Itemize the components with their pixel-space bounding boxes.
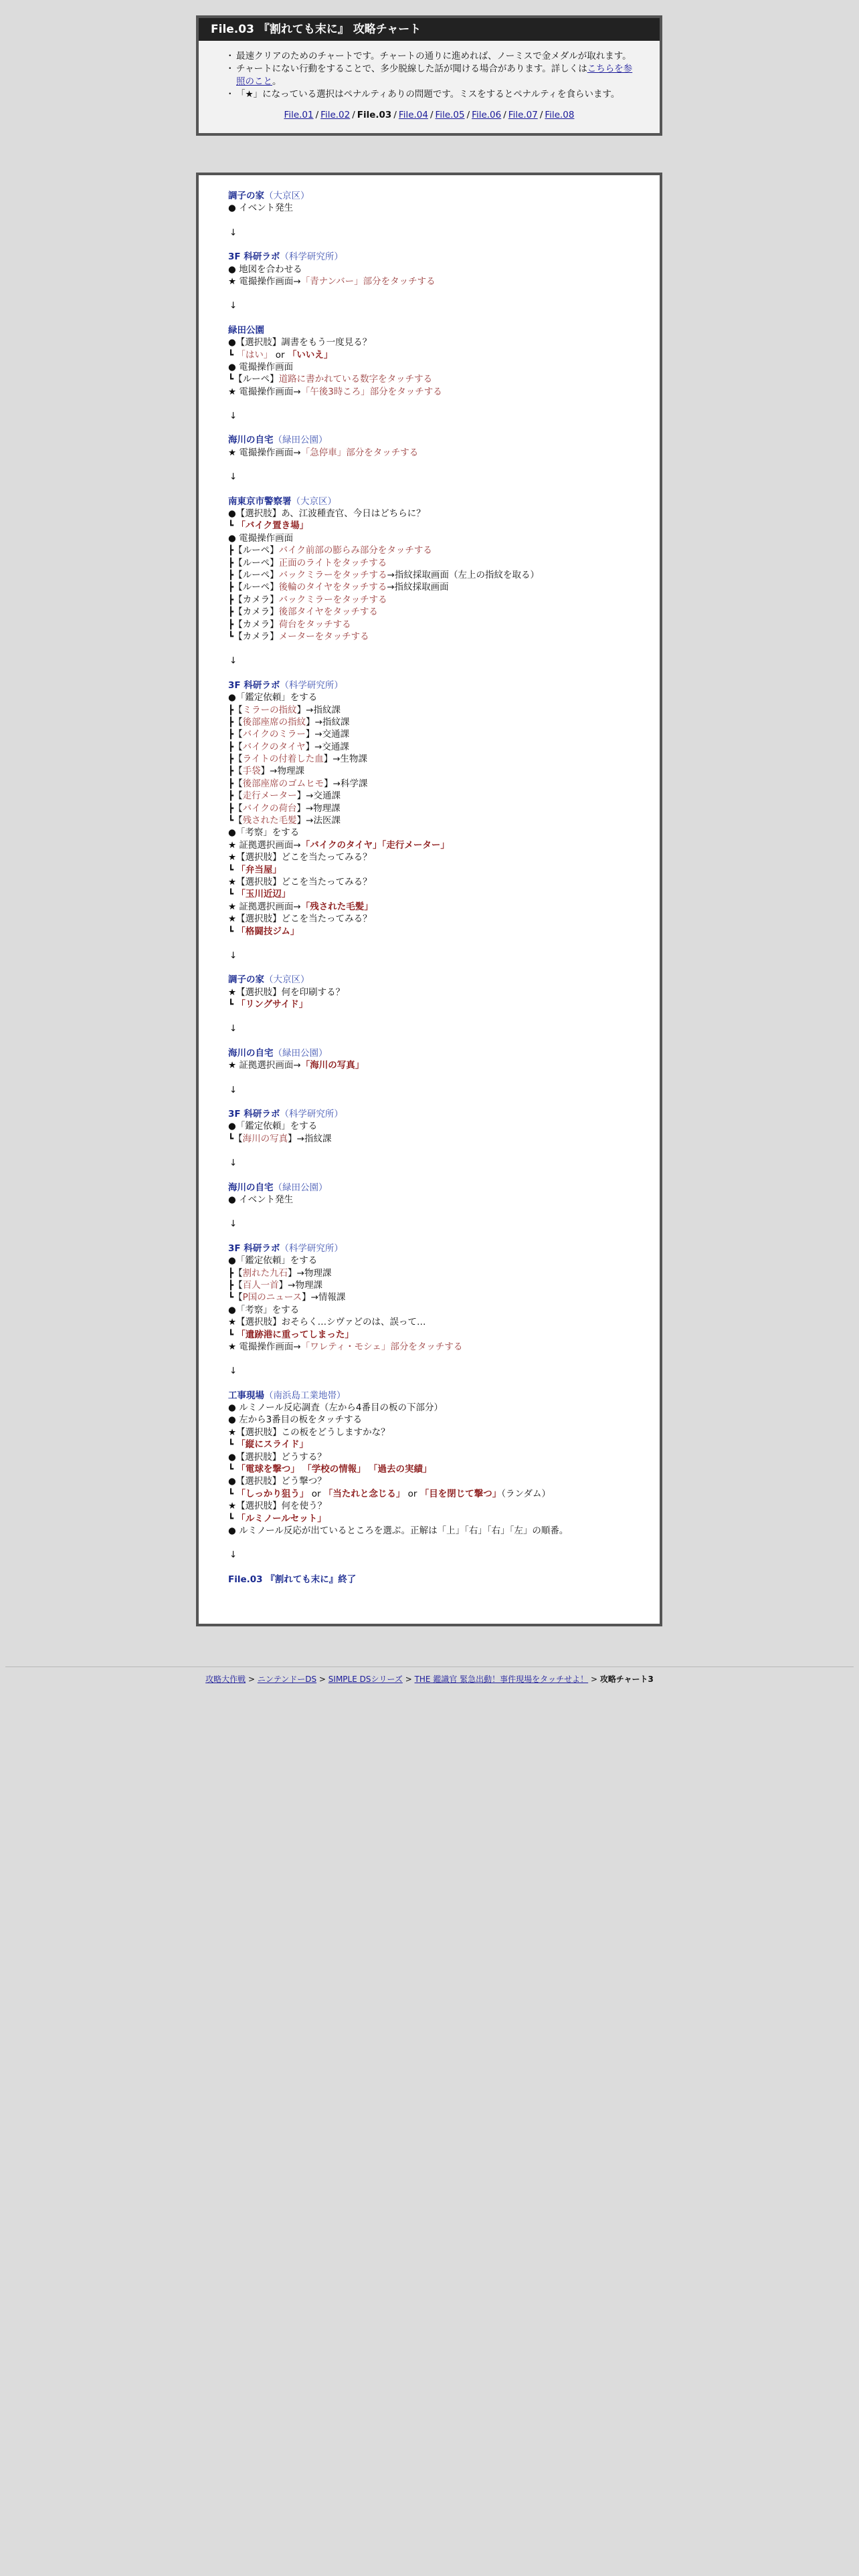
chart-step	[228, 349, 660, 361]
step-text: ●【選択肢】どう撃つ？	[228, 1476, 326, 1487]
action-target: 後輪のタイヤをタッチする	[278, 582, 387, 593]
chart-step	[228, 876, 660, 888]
step-text: ┗【	[228, 815, 243, 827]
section-heading	[228, 1390, 660, 1402]
step-text: ┣【	[228, 1279, 243, 1291]
action-target: 「青ナンバー」部分をタッチする	[300, 276, 436, 287]
location-name: 南東京市警察署	[228, 496, 292, 507]
down-arrow: ↓	[229, 950, 237, 961]
location-name: 調子の家	[228, 974, 264, 986]
chart-step	[228, 1488, 660, 1500]
step-text: ┣【	[228, 778, 243, 789]
chart-section	[228, 974, 660, 1010]
chart-step	[228, 1304, 660, 1316]
chart-step	[228, 1402, 660, 1414]
walkthrough-chart-box	[196, 173, 662, 1626]
chart-header-box	[196, 15, 662, 136]
chart-step	[228, 447, 660, 459]
chart-step	[228, 926, 660, 938]
step-text: 】→物理課	[288, 1267, 332, 1279]
file-link[interactable]: File.02	[320, 110, 351, 120]
file-link[interactable]: File.05	[435, 110, 465, 120]
intro-note	[225, 88, 640, 101]
action-target: 手袋	[242, 766, 261, 777]
step-text: ┣【	[228, 1267, 243, 1279]
action-target: ミラーの指紋	[242, 704, 297, 716]
step-text: ★ 証拠選択画面→	[228, 839, 301, 851]
chart-step	[228, 1525, 660, 1537]
chart-step	[228, 1475, 660, 1487]
action-target: 「ワレティ・モシェ」部分をタッチする	[300, 1341, 463, 1352]
down-arrow: ↓	[229, 1549, 237, 1561]
step-text: ● ルミノール反応調査（左から4番目の板の下部分）	[228, 1402, 443, 1414]
answer-choice: 「目を閉じて撃つ」	[419, 1488, 502, 1499]
down-arrow: ↓	[229, 1084, 237, 1095]
chart-step	[228, 839, 660, 851]
step-text: or	[308, 1488, 324, 1499]
step-text: ┗	[228, 999, 237, 1010]
step-text: 】→生物課	[323, 754, 368, 765]
breadcrumb-separator: >	[316, 1675, 328, 1684]
chart-step	[228, 532, 660, 544]
step-text: ★【選択肢】何を使う？	[228, 1501, 327, 1512]
action-target: バイクの荷台	[242, 802, 297, 814]
step-text: 】→物理課	[296, 802, 341, 814]
action-target: 荷台をタッチする	[278, 619, 351, 630]
chart-step	[228, 631, 660, 643]
step-text: ┗	[228, 520, 237, 532]
down-arrow: ↓	[229, 227, 237, 238]
chart-step	[228, 778, 660, 790]
section-heading	[228, 324, 660, 336]
step-text: ★ 電撮操作画面→	[228, 276, 301, 287]
intro-note-text: 最速クリアのためのチャートです。チャートの通りに進めれば、ノーミスで金メダルが取れます。	[236, 51, 632, 62]
chart-step	[228, 802, 660, 815]
step-text: ┗	[228, 864, 237, 875]
answer-choice: 「しっかり狙う」	[236, 1488, 309, 1499]
section-heading	[228, 679, 660, 691]
down-arrow: ↓	[229, 1158, 237, 1169]
chart-step	[228, 263, 660, 276]
location-area: （大京区）	[291, 496, 337, 507]
location-name: 海川の自宅	[228, 1182, 274, 1193]
step-text: ●「考察」をする	[228, 827, 300, 839]
answer-choice: 「海川の写真」	[300, 1060, 365, 1071]
step-text: ★【選択肢】どこを当たってみる？	[228, 852, 372, 863]
file-link-separator: /	[315, 110, 319, 120]
section-heading	[228, 1108, 660, 1120]
file-link-separator: /	[430, 110, 434, 120]
location-area: （緑田公園）	[273, 435, 328, 446]
intro-note-text: チャートにない行動をすることで、多少脱線した話が聞ける場合があります。詳しくは	[236, 64, 587, 74]
step-text: ●「考察」をする	[228, 1304, 300, 1315]
action-target: 後部座席の指紋	[242, 716, 306, 728]
chart-step	[228, 508, 660, 520]
answer-choice: 「残された毛髪」	[300, 901, 373, 912]
location-area: （南浜島工業地帯）	[264, 1390, 346, 1401]
step-text: ●【選択肢】あ、江波種査官、今日はどちらに？	[228, 508, 425, 520]
step-text: →指紋採取画面	[387, 582, 449, 593]
location-area: （緑田公園）	[273, 1047, 328, 1059]
step-text: （ランダム）	[501, 1488, 551, 1499]
step-text: ●「鑑定依頼」をする	[228, 1255, 318, 1267]
down-arrow: ↓	[229, 1023, 237, 1035]
chart-step	[228, 202, 660, 214]
location-name: 3F 科研ラボ	[228, 1243, 280, 1254]
step-text: 】→交通課	[305, 729, 350, 740]
chart-step	[228, 1267, 660, 1279]
step-text: ●「鑑定依頼」をする	[228, 1121, 318, 1132]
walkthrough-chart	[199, 175, 660, 1586]
file-link-separator: /	[393, 110, 397, 120]
action-target: 「午後3時ころ」部分をタッチする	[300, 386, 442, 397]
intro-notes	[199, 50, 660, 101]
location-name: 3F 科研ラボ	[228, 251, 280, 263]
down-arrow: ↓	[229, 1218, 237, 1230]
location-area: （大京区）	[264, 191, 310, 201]
location-area: （科学研究所）	[280, 1243, 343, 1254]
action-target: 「はい」	[236, 349, 273, 360]
answer-choice: 「いいえ」	[287, 349, 333, 360]
chart-step	[228, 1133, 660, 1145]
chart-section	[228, 1390, 660, 1537]
section-heading	[228, 974, 660, 986]
page-title: File.03 『割れても末に』 攻略チャート	[199, 18, 660, 41]
down-arrow: ↓	[229, 471, 237, 483]
chart-step	[228, 373, 660, 385]
action-target: 道路に書かれている数字をタッチする	[278, 374, 433, 385]
step-text: ★【選択肢】どこを当たってみる？	[228, 914, 372, 925]
chart-step	[228, 1463, 660, 1475]
chart-step	[228, 728, 660, 740]
action-target: 海川の写真	[242, 1133, 288, 1144]
chart-step	[228, 815, 660, 827]
step-text: ┣【	[228, 802, 243, 814]
file-navigation	[199, 109, 660, 122]
step-text: ● 地図を合わせる	[228, 263, 302, 275]
answer-choice: 「ルミノールセット」	[236, 1513, 326, 1524]
chart-step	[228, 569, 660, 581]
section-heading	[228, 1243, 660, 1255]
chart-step	[228, 606, 660, 618]
answer-choice: 「学校の情報」	[302, 1464, 366, 1475]
down-arrow: ↓	[229, 655, 237, 667]
breadcrumb-link[interactable]: 攻略大作戦	[205, 1675, 246, 1684]
step-text: 】→交通課	[296, 790, 341, 802]
chart-step	[228, 851, 660, 863]
step-text: ┣【	[228, 716, 243, 728]
section-heading	[228, 1182, 660, 1194]
step-text: ┣【カメラ】	[228, 619, 279, 630]
chart-step	[228, 1291, 660, 1303]
answer-choice: 「遺跡港に重ってしまった」	[236, 1329, 354, 1340]
answer-choice: 「バイク置き場」	[236, 520, 309, 532]
chart-section	[228, 1243, 660, 1354]
chart-step	[228, 765, 660, 777]
step-text: →指紋採取画面（左上の指紋を取る）	[387, 569, 539, 580]
step-text: ┗【	[228, 1133, 243, 1144]
step-text: ┣【	[228, 729, 243, 740]
chart-step	[228, 1341, 660, 1353]
answer-choice: 「縦にスライド」	[236, 1439, 309, 1451]
answer-choice: 「格闘技ジム」	[236, 926, 300, 937]
chart-step	[228, 1426, 660, 1438]
breadcrumb-separator: >	[402, 1675, 415, 1684]
chart-step	[228, 986, 660, 998]
chart-section	[228, 324, 660, 398]
step-text: ●「鑑定依頼」をする	[228, 692, 318, 704]
chart-step	[228, 913, 660, 925]
step-text: ┗	[228, 1329, 237, 1340]
step-text: ● ルミノール反応が出ているところを選ぶ。正解は「上」「右」「右」「左」の順番。	[228, 1525, 569, 1536]
action-target: 正面のライトをタッチする	[278, 557, 387, 568]
step-text: ●【選択肢】調書をもう一度見る？	[228, 337, 372, 348]
chart-step	[228, 361, 660, 373]
chart-step	[228, 557, 660, 569]
chart-step	[228, 619, 660, 631]
action-target: 後部タイヤをタッチする	[278, 607, 378, 618]
intro-note	[225, 63, 640, 88]
step-text: 】→情報課	[302, 1292, 346, 1303]
step-text: ┗	[228, 1488, 237, 1499]
section-heading	[228, 496, 660, 508]
answer-choice: 「弁当屋」	[236, 864, 282, 875]
step-text: ★【選択肢】何を印刷する？	[228, 986, 345, 998]
section-heading	[228, 434, 660, 446]
chart-step	[228, 1329, 660, 1341]
breadcrumb-separator: >	[588, 1675, 600, 1684]
chart-step	[228, 336, 660, 348]
chart-section	[228, 190, 660, 215]
step-text: ★【選択肢】どこを当たってみる？	[228, 876, 372, 887]
location-area: （科学研究所）	[280, 679, 343, 691]
action-target: バイク前部の膨らみ部分をタッチする	[278, 545, 432, 556]
chart-step	[228, 594, 660, 606]
breadcrumb-link[interactable]: THE 鑑識官 緊急出動！事件現場をタッチせよ！	[414, 1675, 589, 1684]
step-text: ┣【	[228, 766, 243, 777]
section-heading	[228, 1047, 660, 1059]
chart-step	[228, 1279, 660, 1291]
step-text: ● 電撮操作画面	[228, 361, 294, 372]
file-link[interactable]: File.08	[545, 110, 575, 120]
step-text: ┣【カメラ】	[228, 594, 279, 605]
step-text: ┗	[228, 1464, 237, 1475]
action-target: 割れた九石	[242, 1267, 288, 1279]
chart-section	[228, 1182, 660, 1206]
section-heading	[228, 251, 660, 263]
step-text: 】→交通課	[305, 741, 349, 752]
step-text: ┣【ルーペ】	[228, 557, 279, 568]
step-text: ┗	[228, 1439, 237, 1451]
chart-step	[228, 1438, 660, 1451]
step-text: ┣【ルーペ】	[228, 569, 279, 580]
step-text: ● 左から3番目の板をタッチする	[228, 1414, 363, 1426]
file-link[interactable]: File.04	[398, 110, 428, 120]
step-text: ┗	[228, 349, 237, 360]
step-text: ┣【	[228, 790, 243, 802]
section-heading	[228, 190, 660, 202]
step-text: ● イベント発生	[228, 1194, 294, 1205]
chart-step	[228, 691, 660, 704]
step-text: ★ 電撮操作画面→	[228, 1341, 301, 1352]
action-target: バイクのミラー	[242, 729, 306, 740]
intro-note-text: 「★」になっている選択はペナルティありの問題です。ミスをするとペナルティを食らいます。	[236, 89, 620, 100]
down-arrow: ↓	[229, 300, 237, 312]
step-text: 】→物理課	[260, 766, 304, 777]
answer-choice: 「電球を撃つ」	[236, 1464, 300, 1475]
breadcrumb-link[interactable]: ニンテンドーDS	[257, 1675, 317, 1684]
step-text: ┗	[228, 926, 237, 937]
action-target: 走行メーター	[242, 790, 297, 802]
down-arrow: ↓	[229, 1366, 237, 1377]
file-link-separator: /	[352, 110, 355, 120]
step-text: ★ 電撮操作画面→	[228, 386, 301, 397]
step-text: ●【選択肢】どうする？	[228, 1451, 326, 1463]
action-target: 後部座席のゴムヒモ	[242, 778, 324, 789]
step-text: ┗【カメラ】	[228, 631, 279, 642]
chart-section	[228, 496, 660, 643]
chart-step	[228, 386, 660, 398]
chart-step	[228, 581, 660, 593]
chart-step	[228, 1194, 660, 1206]
action-target: バックミラーをタッチする	[278, 594, 387, 605]
intro-note	[225, 50, 640, 63]
file-link-separator: /	[466, 110, 470, 120]
action-target: 残された毛髪	[242, 815, 297, 827]
chart-step	[228, 1451, 660, 1463]
chart-step	[228, 864, 660, 876]
location-name: 3F 科研ラボ	[228, 1109, 280, 1120]
chart-section	[228, 251, 660, 288]
step-text: ┗【ルーペ】	[228, 374, 279, 385]
location-name: 3F 科研ラボ	[228, 679, 280, 691]
answer-choice: 「過去の実績」	[369, 1464, 432, 1475]
answer-choice: 「リングサイド」	[236, 999, 308, 1010]
step-text: 】→物理課	[278, 1279, 322, 1291]
step-text: ★ 証拠選択画面→	[228, 901, 301, 912]
chart-step	[228, 901, 660, 913]
intro-note-text: 。	[272, 76, 282, 87]
action-target: ライトの付着した血	[242, 754, 324, 765]
down-arrow: ↓	[229, 411, 237, 422]
action-target: バイクのタイヤ	[242, 741, 306, 752]
answer-choice: 「バイクのタイヤ」「走行メーター」	[300, 839, 450, 851]
answer-choice: 「当たれと念じる」	[323, 1488, 405, 1499]
chart-step	[228, 741, 660, 753]
step-text: ┗	[228, 889, 237, 900]
chart-step	[228, 276, 660, 288]
file-link-current: File.03	[357, 110, 392, 120]
step-text: ★【選択肢】おそらく…シヴァどのは、誤って…	[228, 1317, 426, 1328]
step-text: ┣【カメラ】	[228, 607, 279, 618]
action-target: 「急停車」部分をタッチする	[300, 447, 419, 458]
breadcrumb-separator: >	[246, 1675, 258, 1684]
location-area: （科学研究所）	[280, 251, 343, 263]
location-area: （科学研究所）	[280, 1109, 343, 1120]
chart-step	[228, 520, 660, 532]
step-text: ● 電撮操作画面	[228, 532, 294, 544]
file-link[interactable]: File.01	[284, 110, 314, 120]
chart-step	[228, 1255, 660, 1267]
location-name: 緑田公園	[228, 324, 264, 336]
step-text: or	[405, 1488, 420, 1499]
step-text: 】→指紋課	[288, 1133, 332, 1144]
step-text: or	[272, 349, 288, 360]
location-name: 海川の自宅	[228, 1047, 274, 1059]
chart-step	[228, 790, 660, 802]
file-link[interactable]: File.07	[508, 110, 538, 120]
reference-link[interactable]: こちらを参照のこと	[236, 64, 633, 87]
step-text: ★【選択肢】この板をどうしますかな？	[228, 1426, 390, 1438]
chart-step	[228, 1059, 660, 1071]
breadcrumb-current: 攻略チャート3	[599, 1675, 654, 1684]
location-area: （大京区）	[264, 974, 310, 986]
action-target: 百人一首	[242, 1279, 279, 1291]
step-text: ┗	[228, 1513, 237, 1524]
answer-choice: 「玉川近辺」	[236, 889, 291, 900]
step-text: ┗【	[228, 1292, 243, 1303]
chart-step	[228, 716, 660, 728]
chart-step	[228, 998, 660, 1010]
step-text: 】→指紋課	[296, 704, 341, 716]
step-text: ┣【	[228, 741, 243, 752]
chart-end-text: File.03 『割れても末に』終了	[228, 1574, 357, 1585]
step-text: ● イベント発生	[228, 203, 294, 214]
step-text: 】→指紋課	[306, 716, 350, 728]
breadcrumb-link[interactable]: SIMPLE DSシリーズ	[328, 1675, 403, 1684]
chart-step	[228, 888, 660, 900]
chart-step	[228, 827, 660, 839]
chart-step	[228, 753, 660, 765]
chart-section	[228, 1108, 660, 1145]
step-text: ★ 証拠選択画面→	[228, 1060, 301, 1071]
step-text: 】→法医課	[296, 815, 341, 827]
step-text: ┣【ルーペ】	[228, 582, 279, 593]
step-text: ┣【ルーペ】	[228, 545, 279, 556]
chart-section	[228, 434, 660, 459]
location-name: 工事現場	[228, 1390, 264, 1401]
step-text: ┣【	[228, 754, 243, 765]
chart-section	[228, 679, 660, 938]
action-target: メーターをタッチする	[278, 631, 369, 642]
chart-step	[228, 1513, 660, 1525]
step-text: ★ 電撮操作画面→	[228, 447, 301, 458]
chart-step	[228, 704, 660, 716]
location-name: 調子の家	[228, 191, 264, 201]
chart-step	[228, 1316, 660, 1328]
file-link[interactable]: File.06	[472, 110, 502, 120]
chart-step	[228, 544, 660, 556]
file-link-separator: /	[503, 110, 506, 120]
step-text: ┣【	[228, 704, 243, 716]
chart-step	[228, 1500, 660, 1512]
location-name: 海川の自宅	[228, 435, 274, 446]
chart-step	[228, 1120, 660, 1132]
chart-step	[228, 1414, 660, 1426]
breadcrumb	[0, 1674, 859, 1685]
action-target: P国のニュース	[242, 1292, 302, 1303]
step-text: 】→科学課	[324, 778, 368, 789]
file-link-separator: /	[539, 110, 543, 120]
chart-section	[228, 1047, 660, 1072]
location-area: （緑田公園）	[273, 1182, 328, 1193]
action-target: バックミラーをタッチする	[278, 569, 387, 580]
